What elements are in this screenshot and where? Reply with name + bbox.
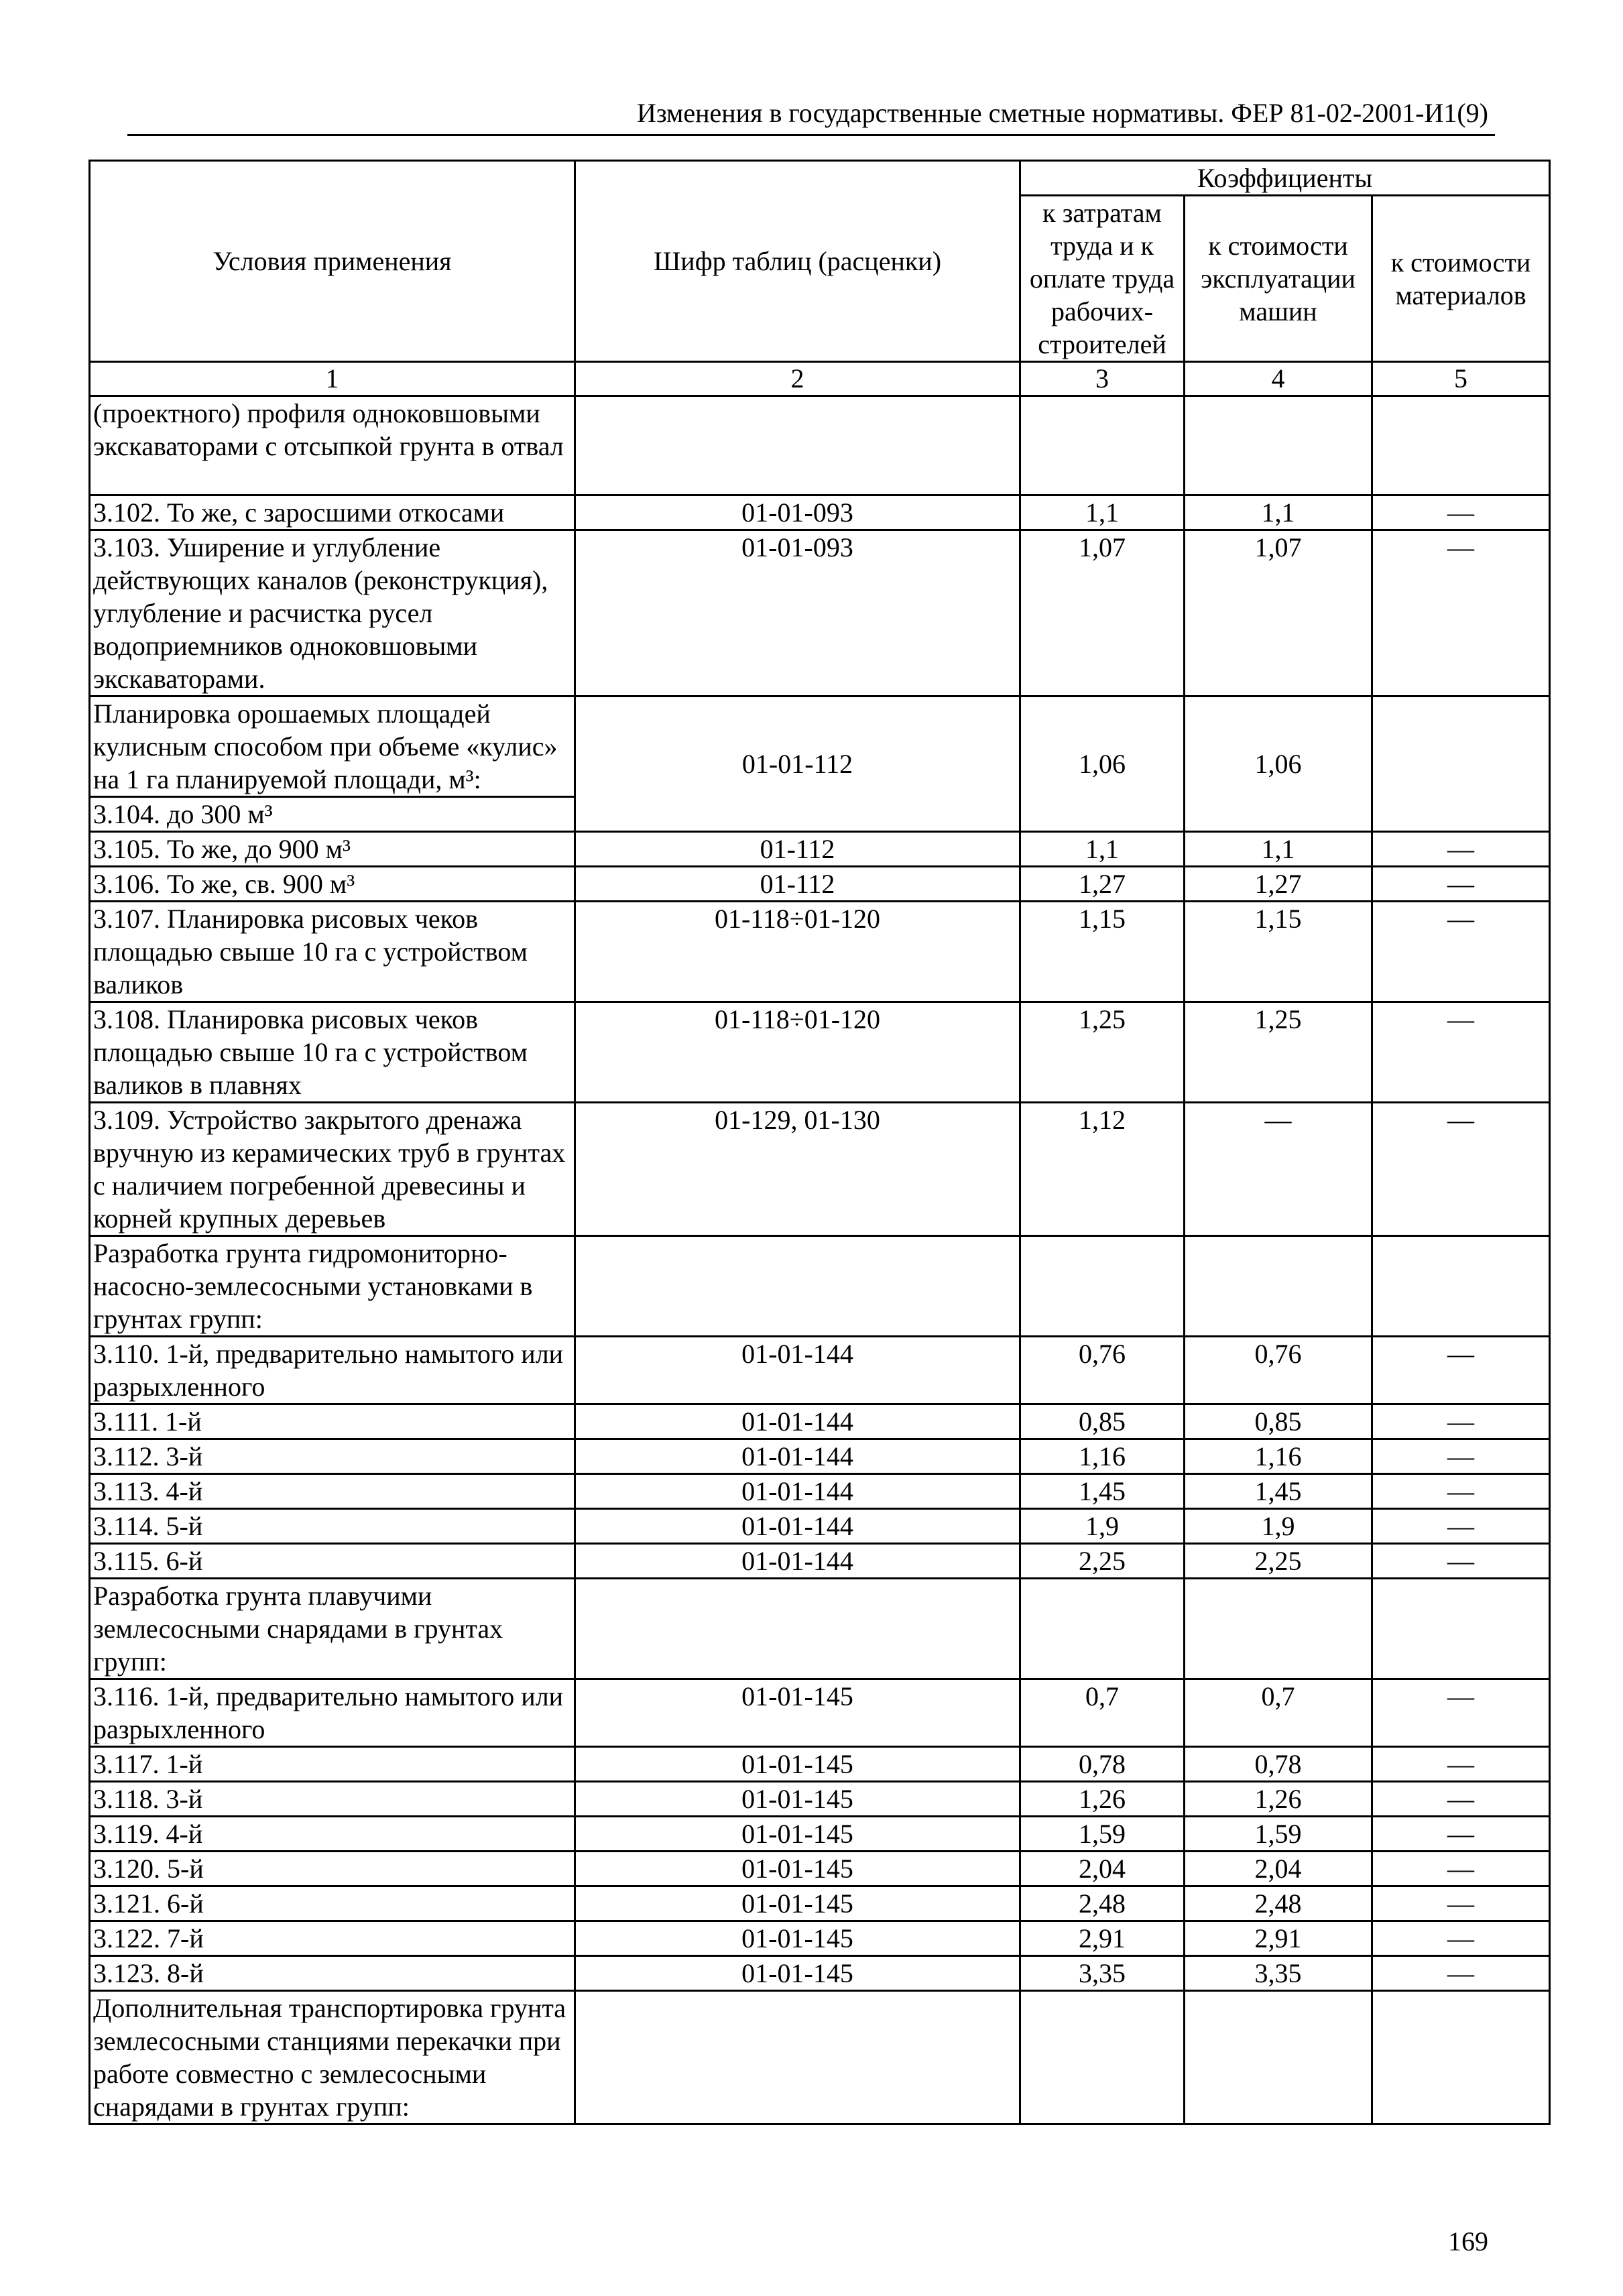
material-coef-cell (1372, 1236, 1550, 1337)
table-row (90, 697, 1550, 797)
code-cell: 01-01-145 (575, 1817, 1020, 1852)
material-coef-cell: — (1372, 530, 1550, 697)
condition-cell: 3.119. 4-й (90, 1817, 575, 1852)
condition-cell: Разработка грунта гидромониторно-насосно-землесосными установками в грунтах групп: (90, 1236, 575, 1337)
machine-coef-cell (1185, 1236, 1372, 1337)
condition-cell: 3.103. Уширение и углубление действующих каналов (реконструкция), углубление и расчистка русел водоприемников одноковшовыми экскаваторами. (90, 530, 575, 697)
condition-cell: 3.111. 1-й (90, 1404, 575, 1439)
machine-coef-cell: 0,85 (1185, 1404, 1372, 1439)
condition-cell: 3.113. 4-й (90, 1474, 575, 1509)
header-machines: к стоимости эксплуатации машин (1185, 196, 1372, 362)
table-row (90, 902, 1550, 1002)
machine-coef-cell: 1,45 (1185, 1474, 1372, 1509)
condition-cell: 3.108. Планировка рисовых чеков площадью свыше 10 га с устройством валиков в плавнях (90, 1002, 575, 1103)
material-coef-cell (1372, 697, 1550, 832)
machine-coef-cell: 1,15 (1185, 902, 1372, 1002)
condition-cell: Разработка грунта плавучими землесосными снарядами в грунтах групп: (90, 1579, 575, 1679)
header-code: Шифр таблиц (расценки) (575, 161, 1020, 362)
labor-coef-cell: 0,85 (1020, 1404, 1185, 1439)
material-coef-cell: — (1372, 1679, 1550, 1747)
column-numbers-row (90, 362, 1550, 396)
machine-coef-cell (1185, 1991, 1372, 2124)
material-coef-cell (1372, 1579, 1550, 1679)
material-coef-cell: — (1372, 1404, 1550, 1439)
labor-coef-cell: 1,59 (1020, 1817, 1185, 1852)
code-cell: 01-112 (575, 867, 1020, 902)
table-row (90, 867, 1550, 902)
material-coef-cell: — (1372, 1474, 1550, 1509)
material-coef-cell: — (1372, 1956, 1550, 1991)
table-row (90, 1782, 1550, 1817)
condition-cell: 3.109. Устройство закрытого дренажа вручную из керамических труб в грунтах с наличием погребенной древесины и корней крупных деревьев (90, 1103, 575, 1236)
labor-coef-cell: 1,07 (1020, 530, 1185, 697)
labor-coef-cell: 0,76 (1020, 1337, 1185, 1404)
condition-cell: 3.115. 6-й (90, 1544, 575, 1579)
machine-coef-cell: 1,07 (1185, 530, 1372, 697)
running-header: Изменения в государственные сметные нормативы. ФЕР 81-02-2001-И1(9) (127, 93, 1495, 136)
labor-coef-cell: 2,48 (1020, 1886, 1185, 1921)
labor-coef-cell: 1,9 (1020, 1509, 1185, 1544)
code-cell: 01-129, 01-130 (575, 1103, 1020, 1236)
material-coef-cell: — (1372, 1852, 1550, 1886)
table-row (90, 832, 1550, 867)
condition-cell: 3.117. 1-й (90, 1747, 575, 1782)
labor-coef-cell: 2,91 (1020, 1921, 1185, 1956)
code-cell: 01-01-144 (575, 1404, 1020, 1439)
machine-coef-cell: — (1185, 1103, 1372, 1236)
material-coef-cell: — (1372, 1782, 1550, 1817)
machine-coef-cell: 0,7 (1185, 1679, 1372, 1747)
code-cell: 01-01-112 (575, 697, 1020, 832)
condition-cell: 3.110. 1-й, предварительно намытого или разрыхленного (90, 1337, 575, 1404)
machine-coef-cell: 1,25 (1185, 1002, 1372, 1103)
table-row (90, 1921, 1550, 1956)
machine-coef-cell: 0,78 (1185, 1747, 1372, 1782)
labor-coef-cell: 1,06 (1020, 697, 1185, 832)
material-coef-cell: — (1372, 1817, 1550, 1852)
table-row (90, 1103, 1550, 1236)
labor-coef-cell: 2,25 (1020, 1544, 1185, 1579)
material-coef-cell: — (1372, 1747, 1550, 1782)
condition-cell: 3.116. 1-й, предварительно намытого или разрыхленного (90, 1679, 575, 1747)
machine-coef-cell (1185, 396, 1372, 495)
code-cell: 01-01-145 (575, 1886, 1020, 1921)
labor-coef-cell (1020, 396, 1185, 495)
table-row (90, 1991, 1550, 2124)
material-coef-cell: — (1372, 1886, 1550, 1921)
col-number: 1 (90, 362, 575, 396)
table-row (90, 1747, 1550, 1782)
condition-cell: 3.123. 8-й (90, 1956, 575, 1991)
code-cell (575, 396, 1020, 495)
code-cell: 01-01-144 (575, 1439, 1020, 1474)
code-cell: 01-01-144 (575, 1509, 1020, 1544)
code-cell: 01-01-145 (575, 1852, 1020, 1886)
condition-cell: 3.104. до 300 м³ (90, 797, 575, 832)
table-header-row (90, 161, 1550, 196)
condition-cell: 3.118. 3-й (90, 1782, 575, 1817)
labor-coef-cell: 0,78 (1020, 1747, 1185, 1782)
code-cell: 01-01-093 (575, 495, 1020, 530)
material-coef-cell: — (1372, 902, 1550, 1002)
table-row (90, 1679, 1550, 1747)
machine-coef-cell: 1,27 (1185, 867, 1372, 902)
code-cell: 01-01-145 (575, 1747, 1020, 1782)
labor-coef-cell: 1,12 (1020, 1103, 1185, 1236)
code-cell: 01-112 (575, 832, 1020, 867)
table-row (90, 1544, 1550, 1579)
table-row (90, 495, 1550, 530)
material-coef-cell (1372, 396, 1550, 495)
code-cell: 01-01-144 (575, 1474, 1020, 1509)
machine-coef-cell: 1,9 (1185, 1509, 1372, 1544)
condition-cell: 3.114. 5-й (90, 1509, 575, 1544)
material-coef-cell: — (1372, 867, 1550, 902)
code-cell (575, 1236, 1020, 1337)
labor-coef-cell: 1,15 (1020, 902, 1185, 1002)
col-number: 5 (1372, 362, 1550, 396)
machine-coef-cell: 1,16 (1185, 1439, 1372, 1474)
code-cell (575, 1579, 1020, 1679)
machine-coef-cell: 1,26 (1185, 1782, 1372, 1817)
code-cell: 01-01-145 (575, 1921, 1020, 1956)
code-cell: 01-118÷01-120 (575, 902, 1020, 1002)
labor-coef-cell (1020, 1579, 1185, 1679)
table-row (90, 396, 1550, 495)
code-cell: 01-01-145 (575, 1679, 1020, 1747)
condition-cell: Планировка орошаемых площадей кулисным способом при объеме «кулис» на 1 га планируемой площади, м³: (90, 697, 575, 797)
labor-coef-cell: 1,45 (1020, 1474, 1185, 1509)
labor-coef-cell (1020, 1991, 1185, 2124)
header-conditions: Условия применения (90, 161, 575, 362)
machine-coef-cell: 1,1 (1185, 495, 1372, 530)
col-number: 4 (1185, 362, 1372, 396)
table-row (90, 1852, 1550, 1886)
labor-coef-cell: 1,16 (1020, 1439, 1185, 1474)
condition-cell: 3.102. То же, с заросшими откосами (90, 495, 575, 530)
page-number: 169 (1448, 2226, 1488, 2256)
table-row (90, 530, 1550, 697)
table-row (90, 1817, 1550, 1852)
material-coef-cell: — (1372, 1002, 1550, 1103)
condition-cell: 3.107. Планировка рисовых чеков площадью свыше 10 га с устройством валиков (90, 902, 575, 1002)
condition-cell: 3.106. То же, св. 900 м³ (90, 867, 575, 902)
header-coefficients: Коэффициенты (1020, 161, 1550, 196)
labor-coef-cell: 3,35 (1020, 1956, 1185, 1991)
table-row (90, 1236, 1550, 1337)
material-coef-cell (1372, 1991, 1550, 2124)
machine-coef-cell: 1,06 (1185, 697, 1372, 832)
table-row (90, 1579, 1550, 1679)
machine-coef-cell: 0,76 (1185, 1337, 1372, 1404)
labor-coef-cell: 1,1 (1020, 495, 1185, 530)
machine-coef-cell: 2,25 (1185, 1544, 1372, 1579)
material-coef-cell: — (1372, 495, 1550, 530)
machine-coef-cell: 3,35 (1185, 1956, 1372, 1991)
condition-cell: 3.120. 5-й (90, 1852, 575, 1886)
machine-coef-cell: 1,1 (1185, 832, 1372, 867)
material-coef-cell: — (1372, 1439, 1550, 1474)
condition-cell: 3.122. 7-й (90, 1921, 575, 1956)
machine-coef-cell (1185, 1579, 1372, 1679)
machine-coef-cell: 2,48 (1185, 1886, 1372, 1921)
code-cell: 01-01-093 (575, 530, 1020, 697)
col-number: 2 (575, 362, 1020, 396)
code-cell: 01-01-144 (575, 1337, 1020, 1404)
labor-coef-cell: 1,26 (1020, 1782, 1185, 1817)
table-row (90, 1439, 1550, 1474)
labor-coef-cell: 0,7 (1020, 1679, 1185, 1747)
table-row (90, 1509, 1550, 1544)
code-cell: 01-01-145 (575, 1956, 1020, 1991)
labor-coef-cell: 2,04 (1020, 1852, 1185, 1886)
table-row (90, 1956, 1550, 1991)
condition-cell: 3.121. 6-й (90, 1886, 575, 1921)
table-row (90, 1474, 1550, 1509)
machine-coef-cell: 2,04 (1185, 1852, 1372, 1886)
condition-cell: 3.112. 3-й (90, 1439, 575, 1474)
machine-coef-cell: 2,91 (1185, 1921, 1372, 1956)
code-cell: 01-118÷01-120 (575, 1002, 1020, 1103)
condition-cell: 3.105. То же, до 900 м³ (90, 832, 575, 867)
code-cell (575, 1991, 1020, 2124)
labor-coef-cell (1020, 1236, 1185, 1337)
condition-cell: (проектного) профиля одноковшовыми экскаваторами с отсыпкой грунта в отвал (90, 396, 575, 495)
table-row (90, 1886, 1550, 1921)
table-row (90, 1002, 1550, 1103)
col-number: 3 (1020, 362, 1185, 396)
material-coef-cell: — (1372, 1509, 1550, 1544)
coefficients-table (88, 160, 1551, 2125)
header-labor: к затратам труда и к оплате труда рабочих-строителей (1020, 196, 1185, 362)
table-row (90, 1404, 1550, 1439)
material-coef-cell: — (1372, 1337, 1550, 1404)
code-cell: 01-01-144 (575, 1544, 1020, 1579)
code-cell: 01-01-145 (575, 1782, 1020, 1817)
labor-coef-cell: 1,25 (1020, 1002, 1185, 1103)
material-coef-cell: — (1372, 1921, 1550, 1956)
table-row (90, 1337, 1550, 1404)
machine-coef-cell: 1,59 (1185, 1817, 1372, 1852)
labor-coef-cell: 1,27 (1020, 867, 1185, 902)
condition-cell: Дополнительная транспортировка грунта землесосными станциями перекачки при работе совместно с землесосными снарядами в грунтах групп: (90, 1991, 575, 2124)
header-materials: к стоимости материалов (1372, 196, 1550, 362)
material-coef-cell: — (1372, 832, 1550, 867)
material-coef-cell: — (1372, 1544, 1550, 1579)
labor-coef-cell: 1,1 (1020, 832, 1185, 867)
material-coef-cell: — (1372, 1103, 1550, 1236)
